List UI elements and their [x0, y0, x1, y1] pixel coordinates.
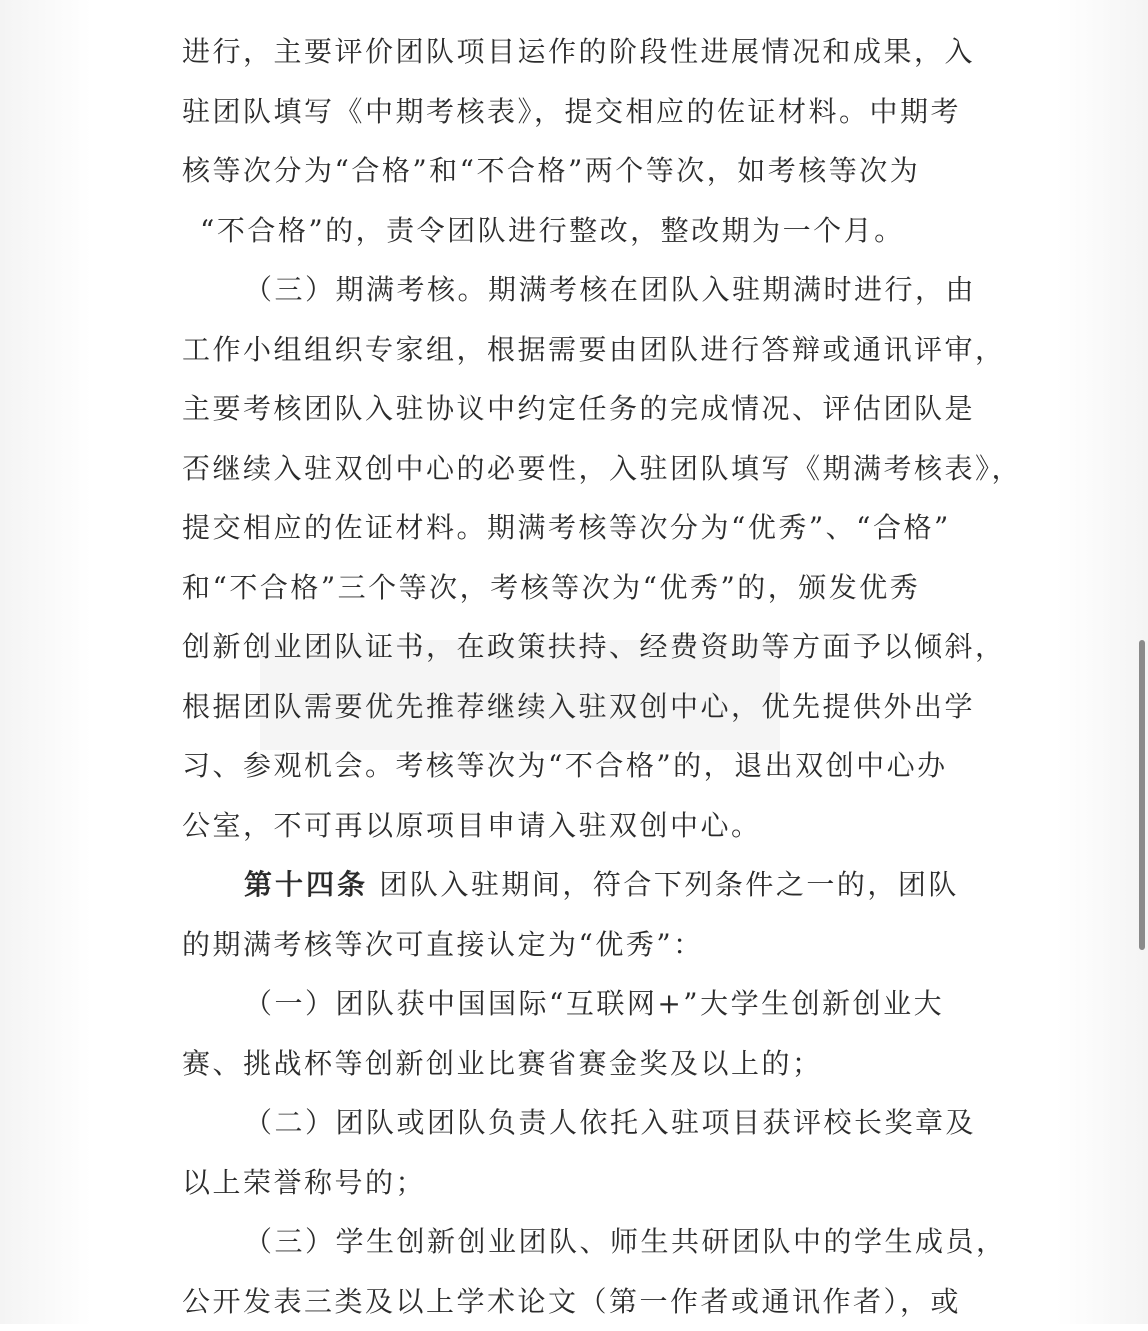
text-line: 公开发表三类及以上学术论文（第一作者或通讯作者），或 [182, 1272, 982, 1331]
article-line [182, 855, 982, 915]
scrollbar-thumb[interactable] [1139, 640, 1145, 950]
text-line: 公室，不可再以原项目申请入驻双创中心。 [182, 796, 982, 856]
scrollbar[interactable] [1136, 0, 1148, 1324]
text-line: 根据团队需要优先推荐继续入驻双创中心，优先提供外出学 [182, 677, 982, 737]
document-body [182, 22, 982, 1331]
text-line: 团队入驻期间，符合下列条件之一的，团队 [379, 868, 959, 901]
text-line: 工作小组组织专家组，根据需要由团队进行答辩或通讯评审， [182, 320, 982, 380]
text-line: 习、参观机会。考核等次为“不合格”的，退出双创中心办 [182, 736, 982, 796]
text-line: 赛、挑战杯等创新创业比赛省赛金奖及以上的； [182, 1034, 982, 1094]
article-heading: 第十四条 [244, 868, 368, 901]
text-line: 进行，主要评价团队项目运作的阶段性进展情况和成果，入 [182, 22, 982, 82]
text-line: 和“不合格”三个等次，考核等次为“优秀”的，颁发优秀 [182, 558, 982, 618]
text-line: 否继续入驻双创中心的必要性，入驻团队填写《期满考核表》， [182, 439, 982, 499]
text-line: （三）期满考核。期满考核在团队入驻期满时进行，由 [182, 260, 982, 320]
text-line: 以上荣誉称号的； [182, 1153, 982, 1213]
text-line: 核等次分为“合格”和“不合格”两个等次，如考核等次为 [182, 141, 982, 201]
text-line: 的期满考核等次可直接认定为“优秀”： [182, 915, 982, 975]
text-line: 主要考核团队入驻协议中约定任务的完成情况、评估团队是 [182, 379, 982, 439]
text-line: （二）团队或团队负责人依托入驻项目获评校长奖章及 [182, 1093, 982, 1153]
text-line: 创新创业团队证书，在政策扶持、经费资助等方面予以倾斜， [182, 617, 982, 677]
text-line: “不合格”的，责令团队进行整改，整改期为一个月。 [182, 201, 982, 261]
text-line: 驻团队填写《中期考核表》，提交相应的佐证材料。中期考 [182, 82, 982, 142]
text-line: （三）学生创新创业团队、师生共研团队中的学生成员， [182, 1212, 982, 1272]
text-line: （一）团队获中国国际“互联网+”大学生创新创业大 [182, 974, 982, 1034]
text-line: 提交相应的佐证材料。期满考核等次分为“优秀”、“合格” [182, 498, 982, 558]
